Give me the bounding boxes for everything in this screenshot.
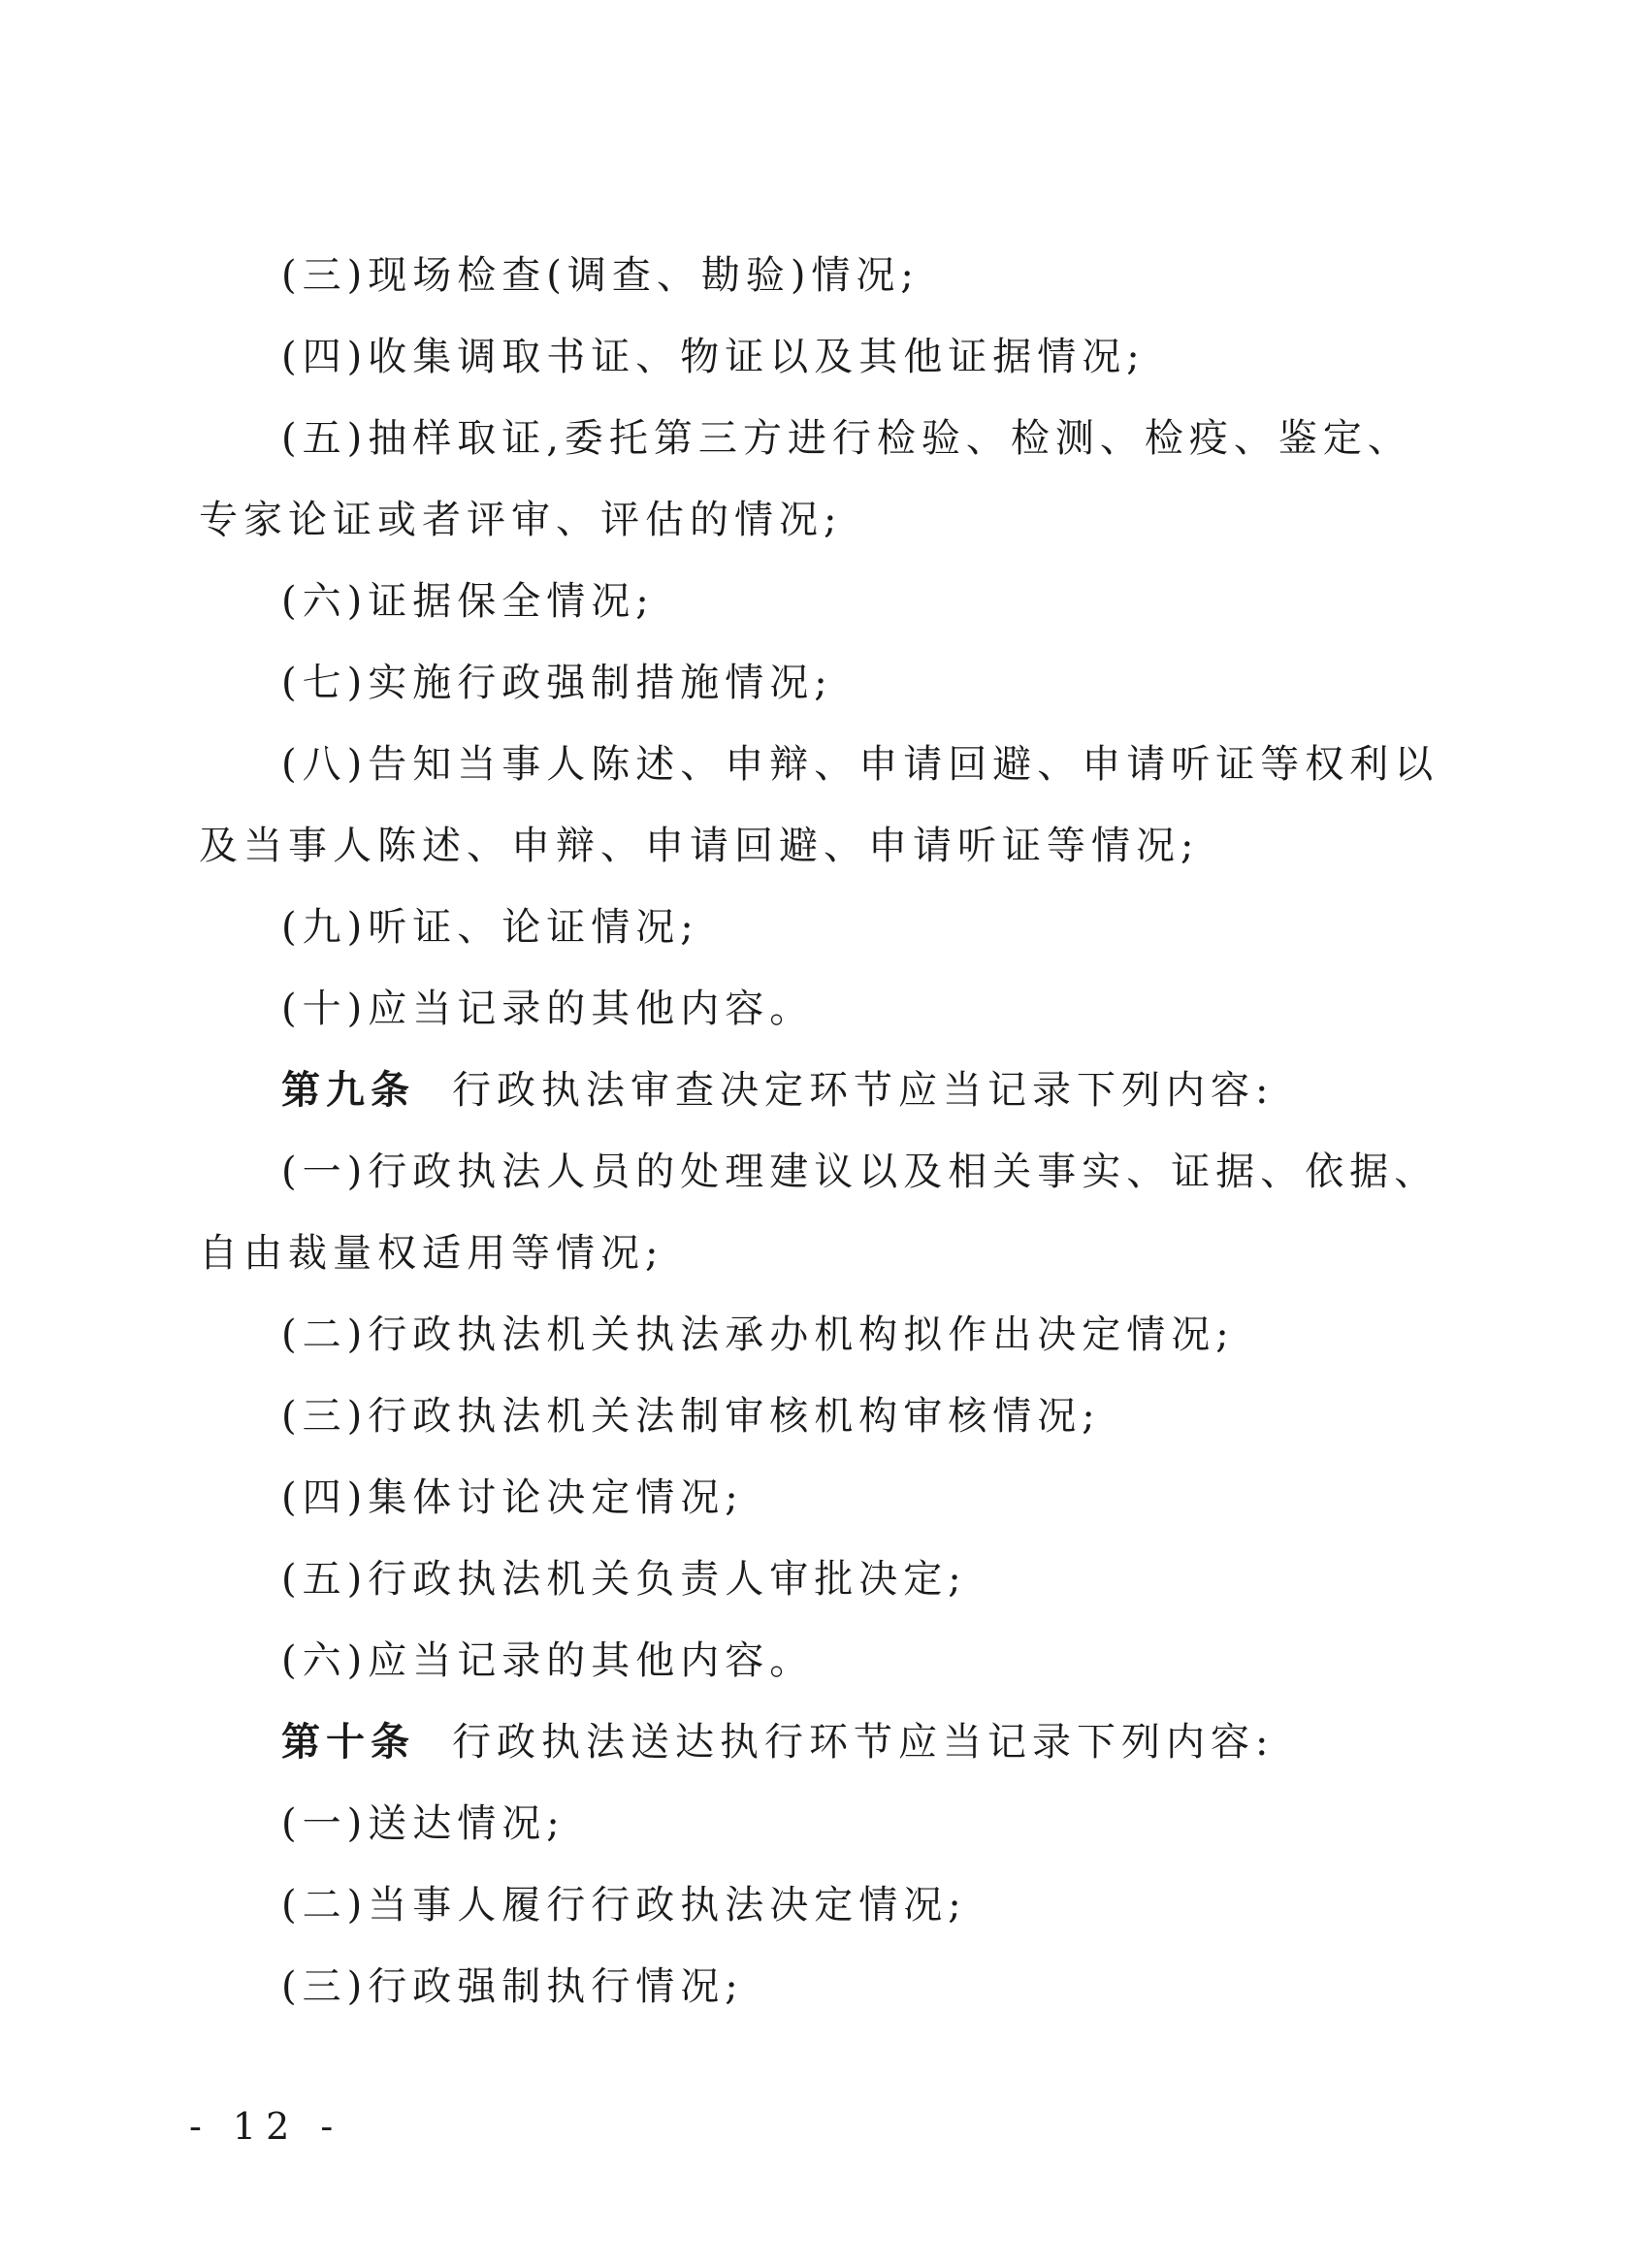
body-line [281, 1636, 1542, 1686]
body-line [199, 821, 1460, 871]
line-text: (二)行政执法机关执法承办机构拟作出决定情况; [281, 1312, 1235, 1357]
body-line [199, 1228, 1460, 1279]
line-text: 自由裁量权适用等情况; [199, 1231, 664, 1276]
line-text: (五)行政执法机关负责人审批决定; [281, 1557, 967, 1602]
body-line [281, 1961, 1542, 2012]
article-heading [281, 1065, 1542, 1116]
line-text: 行政执法送达执行环节应当记录下列内容: [452, 1720, 1275, 1765]
article-title: 第九条 [281, 1067, 415, 1113]
line-text: 专家论证或者评审、评估的情况; [199, 498, 843, 542]
line-text: 行政执法审查决定环节应当记录下列内容: [452, 1068, 1275, 1113]
body-line [281, 902, 1542, 953]
line-text: (四)集体讨论决定情况; [281, 1475, 744, 1520]
page-number: - 12 - [189, 2105, 343, 2148]
line-text: (三)行政强制执行情况; [281, 1964, 744, 2009]
line-text: 及当事人陈述、申辩、申请回避、申请听证等情况; [199, 824, 1200, 868]
body-line [281, 1880, 1542, 1930]
body-line [281, 332, 1542, 382]
body-line [281, 250, 1542, 301]
body-line [281, 1473, 1542, 1523]
article-title: 第十条 [281, 1719, 415, 1765]
body-line [281, 1310, 1542, 1360]
body-line [281, 984, 1542, 1034]
line-text: (九)听证、论证情况; [281, 905, 699, 950]
article-heading [281, 1717, 1542, 1767]
line-text: (二)当事人履行行政执法决定情况; [281, 1883, 967, 1928]
line-text: (四)收集调取书证、物证以及其他证据情况; [281, 335, 1146, 379]
line-text: (六)证据保全情况; [281, 579, 655, 624]
body-line [281, 1554, 1542, 1604]
line-text: (五)抽样取证,委托第三方进行检验、检测、检疫、鉴定、 [281, 416, 1412, 461]
line-text: (一)行政执法人员的处理建议以及相关事实、证据、依据、 [281, 1150, 1439, 1194]
line-text: (十)应当记录的其他内容。 [281, 987, 815, 1031]
line-text: (一)送达情况; [281, 1801, 566, 1846]
body-line [281, 1798, 1542, 1849]
body-line [281, 413, 1542, 464]
line-text: (八)告知当事人陈述、申辩、申请回避、申请听证等权利以 [281, 742, 1439, 787]
body-line [281, 1147, 1542, 1197]
body-line [199, 495, 1460, 545]
line-text: (三)行政执法机关法制审核机构审核情况; [281, 1394, 1101, 1439]
body-line [281, 576, 1542, 627]
line-text: (六)应当记录的其他内容。 [281, 1638, 815, 1683]
body-line [281, 739, 1542, 790]
body-line [281, 658, 1542, 708]
body-line [281, 1391, 1542, 1442]
line-text: (七)实施行政强制措施情况; [281, 661, 833, 705]
line-text: (三)现场检查(调查、勘验)情况; [281, 253, 920, 298]
